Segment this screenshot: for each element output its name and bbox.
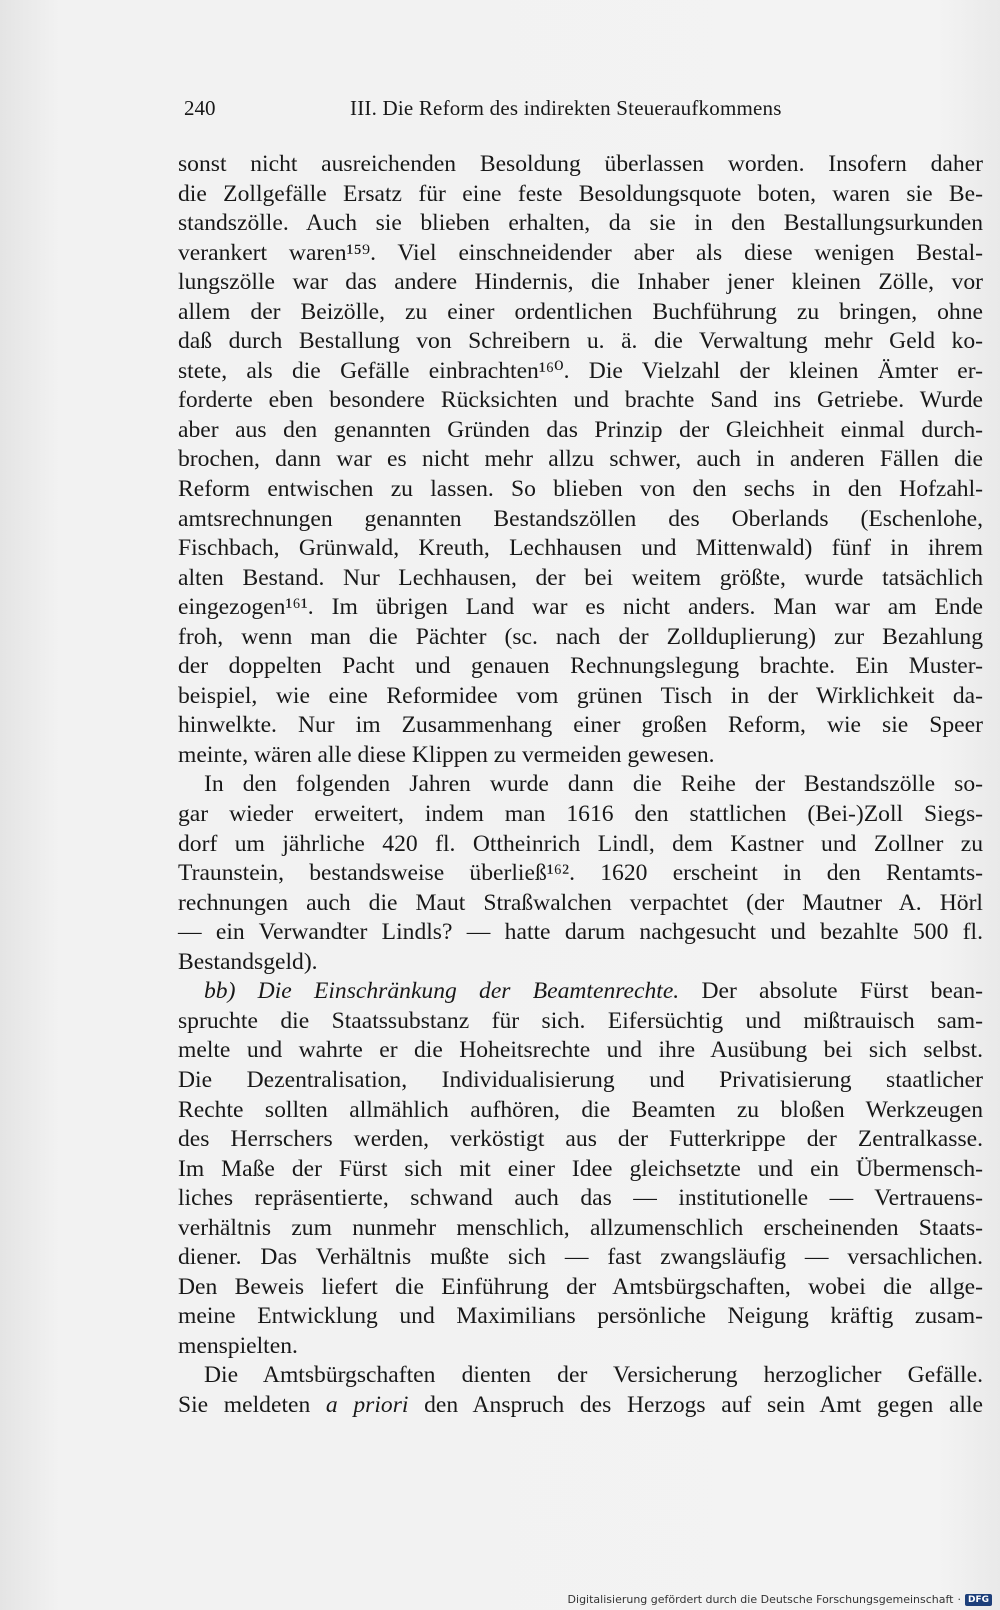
text-line: lungszölle war das andere Hindernis, die Inhaber jener kleinen Zölle, vor [178,269,983,296]
text-line: spruchte die Staatssubstanz für sich. Eifersüchtig und mißtrauisch sam- [178,1007,983,1034]
text-line: Die Amtsbürgschaften dienten der Versicherung herzoglicher Gefälle. [204,1362,983,1389]
running-title: III. Die Reform des indirekten Steueraufkommens [350,96,782,120]
digitization-footer [568,1593,992,1606]
text-line: diener. Das Verhältnis mußte sich — fast zwangsläufig — versachlichen. [178,1244,983,1271]
text-line: die Zollgefälle Ersatz für eine feste Besoldungsquote boten, waren sie Be- [178,180,983,207]
text-line: Im Maße der Fürst sich mit einer Idee gleichsetzte und ein Übermensch- [178,1155,983,1182]
footer-text: Digitalisierung gefördert durch die Deutsche Forschungsgemeinschaft [567,1593,954,1606]
text-line: In den folgenden Jahren wurde dann die Reihe der Bestandszölle so- [204,771,983,798]
text-line: stete, als die Gefälle einbrachten¹⁶⁰. Die Vielzahl der kleinen Ämter er- [178,357,983,384]
text-line: Bestandsgeld). [178,948,318,975]
text-line: alten Bestand. Nur Lechhausen, der bei weitem größte, wurde tatsächlich [178,564,983,591]
text-line: rechnungen auch die Maut Straßwalchen verpachtet (der Mautner A. Hörl [178,889,983,916]
text-line: daß durch Bestallung von Schreibern u. ä. die Verwaltung mehr Geld ko- [178,328,983,355]
text-line: Fischbach, Grünwald, Kreuth, Lechhausen und Mittenwald) fünf in ihrem [178,535,983,562]
separator: · [957,1593,961,1606]
text-line: menspielten. [178,1332,298,1359]
text-line: hinwelkte. Nur im Zusammenhang einer großen Reform, wie sie Speer [178,712,983,739]
text-line: aber aus den genannten Gründen das Prinzip der Gleichheit einmal durch- [178,416,983,443]
page-number: 240 [184,96,216,120]
text-line: eingezogen¹⁶¹. Im übrigen Land war es nicht anders. Man war am Ende [178,594,983,621]
text-line: beispiel, wie eine Reformidee vom grünen Tisch in der Wirklichkeit da- [178,682,983,709]
text-line: bb) Die Einschränkung der Beamtenrechte. Der absolute Fürst bean- [204,978,983,1005]
page-header [184,96,816,126]
text-line: amtsrechnungen genannten Bestandszöllen des Oberlands (Eschenlohe, [178,505,983,532]
text-line: Reform entwischen zu lassen. So blieben von den sechs in den Hofzahl- [178,476,983,503]
text-line: der doppelten Pacht und genauen Rechnungslegung brachte. Ein Muster- [178,653,983,680]
text-line: verhältnis zum nunmehr menschlich, allzumenschlich erscheinenden Staats- [178,1214,983,1241]
text-line: froh, wenn man die Pächter (sc. nach der Zollduplierung) zur Bezahlung [178,623,983,650]
text-line: Sie meldeten a priori den Anspruch des Herzogs auf sein Amt gegen alle [178,1391,983,1418]
text-line: meinte, wären alle diese Klippen zu vermeiden gewesen. [178,741,715,768]
text-line: gar wieder erweitert, indem man 1616 den stattlichen (Bei-)Zoll Siegs- [178,801,983,828]
text-line: — ein Verwandter Lindls? — hatte darum nachgesucht und bezahlte 500 fl. [178,919,983,946]
text-line: Traunstein, bestandsweise überließ¹⁶². 1620 erscheint in den Rentamts- [178,860,983,887]
text-line: sonst nicht ausreichenden Besoldung überlassen worden. Insofern daher [178,151,983,177]
text-line: verankert waren¹⁵⁹. Viel einschneidender aber als diese wenigen Bestal- [178,239,983,266]
text-line: Rechte sollten allmählich aufhören, die Beamten zu bloßen Werkzeugen [178,1096,983,1123]
text-line: Den Beweis liefert die Einführung der Amtsbürgschaften, wobei die allge- [178,1273,983,1300]
body-text [178,150,983,1421]
text-line: dorf um jährliche 420 fl. Ottheinrich Lindl, dem Kastner und Zollner zu [178,830,983,857]
text-line: standszölle. Auch sie blieben erhalten, da sie in den Bestallungsurkunden [178,210,983,237]
text-line: forderte eben besondere Rücksichten und brachte Sand ins Getriebe. Wurde [178,387,983,414]
text-line: melte und wahrte er die Hoheitsrechte und ihre Ausübung bei sich selbst. [178,1037,983,1064]
text-line: brochen, dann war es nicht mehr allzu schwer, auch in anderen Fällen die [178,446,983,473]
dfg-logo-icon: DFG [965,1594,992,1606]
text-line: des Herrschers werden, verköstigt aus der Futterkrippe der Zentralkasse. [178,1126,983,1153]
text-line: liches repräsentierte, schwand auch das — institutionelle — Vertrauens- [178,1185,983,1212]
text-line: Die Dezentralisation, Individualisierung und Privatisierung staatlicher [178,1066,983,1093]
text-line: allem der Beizölle, zu einer ordentlichen Buchführung zu bringen, ohne [178,298,983,325]
text-line: meine Entwicklung und Maximilians persönliche Neigung kräftig zusam- [178,1303,983,1330]
